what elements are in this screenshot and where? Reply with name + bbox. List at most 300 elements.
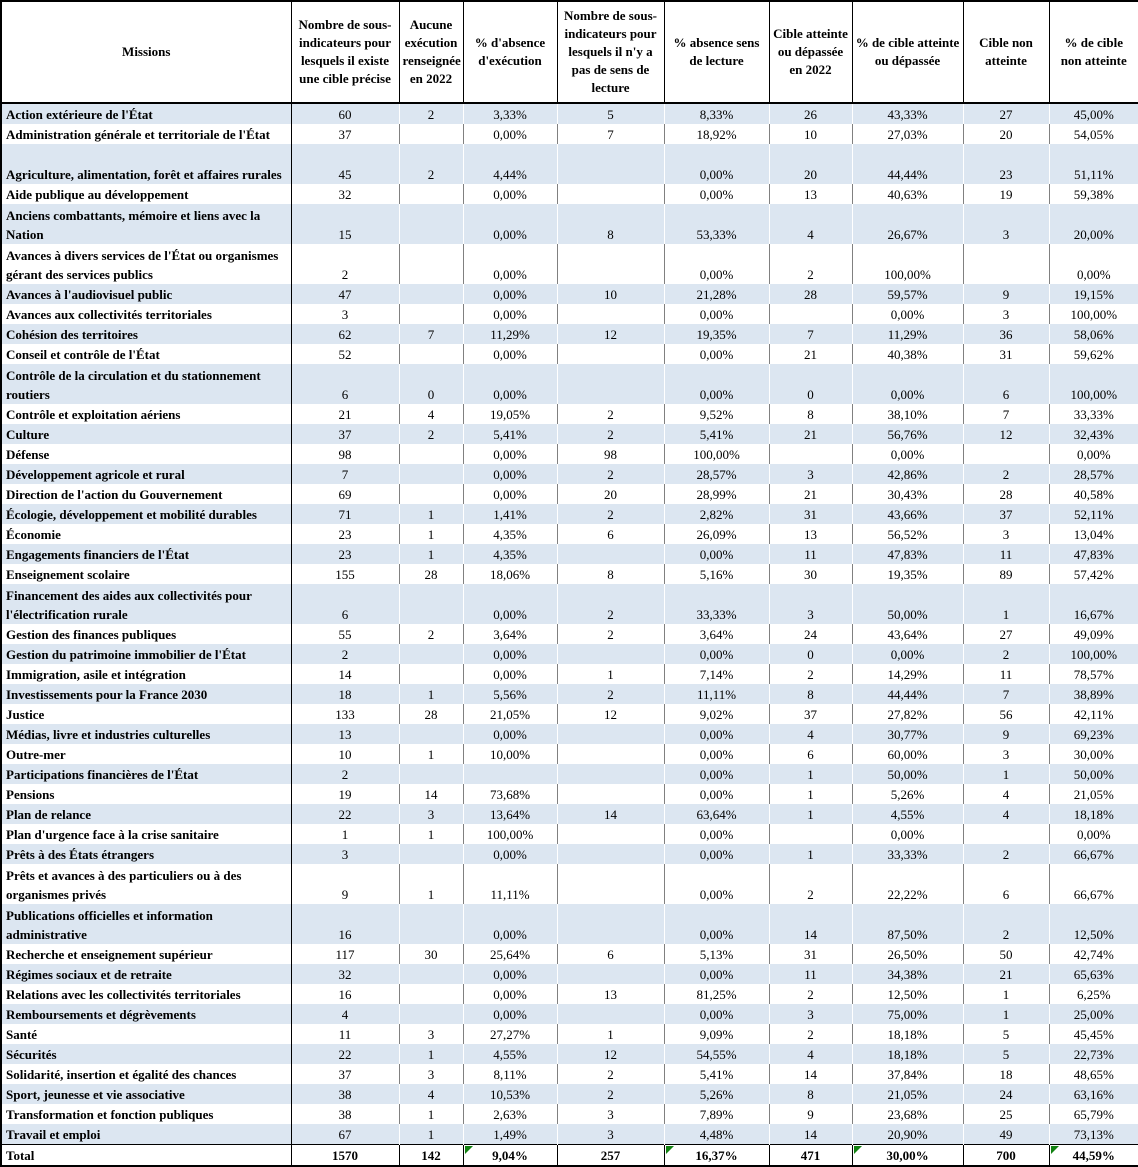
value-cell: 25,64% — [463, 944, 557, 964]
value-cell: 21,05% — [852, 1084, 963, 1104]
table-row — [1, 784, 1138, 804]
value-cell: 2,82% — [664, 504, 769, 524]
value-cell: 42,11% — [1049, 704, 1138, 724]
value-cell: 11 — [769, 964, 852, 984]
value-cell: 2 — [963, 644, 1049, 664]
value-cell: 2 — [291, 244, 399, 284]
value-cell: 0,00% — [664, 964, 769, 984]
value-cell: 14 — [769, 1064, 852, 1084]
value-cell: 3 — [963, 524, 1049, 544]
table-row — [1, 504, 1138, 524]
value-cell: 7 — [399, 324, 463, 344]
value-cell: 0,00% — [1049, 444, 1138, 464]
value-cell: 40,63% — [852, 184, 963, 204]
value-cell: 27,03% — [852, 124, 963, 144]
cell-comment-triangle-icon — [465, 1146, 473, 1154]
mission-cell: Conseil et contrôle de l'État — [1, 344, 291, 364]
value-cell: 37 — [963, 504, 1049, 524]
value-cell: 62 — [291, 324, 399, 344]
value-cell: 56 — [963, 704, 1049, 724]
value-cell — [399, 844, 463, 864]
value-cell — [399, 484, 463, 504]
value-cell: 0,00% — [463, 184, 557, 204]
value-cell: 7,14% — [664, 664, 769, 684]
value-cell: 0,00% — [664, 644, 769, 664]
value-cell: 38,10% — [852, 404, 963, 424]
value-cell: 0,00% — [664, 1004, 769, 1024]
value-cell: 44,44% — [852, 684, 963, 704]
value-cell: 1 — [963, 984, 1049, 1004]
value-cell: 30,43% — [852, 484, 963, 504]
table-row — [1, 1104, 1138, 1124]
value-cell: 59,57% — [852, 284, 963, 304]
value-cell: 0,00% — [463, 484, 557, 504]
mission-cell: Pensions — [1, 784, 291, 804]
table-row — [1, 744, 1138, 764]
table-row — [1, 684, 1138, 704]
value-cell: 26,67% — [852, 204, 963, 244]
value-cell: 5 — [557, 103, 664, 124]
mission-cell: Solidarité, insertion et égalité des chances — [1, 1064, 291, 1084]
value-cell: 0,00% — [463, 444, 557, 464]
value-cell: 0,00% — [852, 304, 963, 324]
value-cell — [399, 344, 463, 364]
value-cell: 33,33% — [852, 844, 963, 864]
mission-cell: Développement agricole et rural — [1, 464, 291, 484]
value-cell: 0,00% — [463, 364, 557, 404]
value-cell: 1,49% — [463, 1124, 557, 1145]
value-cell: 24 — [769, 624, 852, 644]
mission-cell: Engagements financiers de l'État — [1, 544, 291, 564]
column-header: % d'absence d'exécution — [463, 1, 557, 103]
value-cell: 4 — [963, 784, 1049, 804]
value-cell: 31 — [769, 504, 852, 524]
value-cell: 3 — [291, 304, 399, 324]
value-cell: 21 — [769, 344, 852, 364]
value-cell: 133 — [291, 704, 399, 724]
value-cell: 4,55% — [463, 1044, 557, 1064]
value-cell: 16,37% — [664, 1145, 769, 1167]
value-cell: 38 — [291, 1104, 399, 1124]
value-cell: 0,00% — [463, 984, 557, 1004]
value-cell: 0,00% — [852, 444, 963, 464]
value-cell — [557, 764, 664, 784]
value-cell: 0,00% — [664, 824, 769, 844]
mission-cell: Contrôle et exploitation aériens — [1, 404, 291, 424]
value-cell: 10,00% — [463, 744, 557, 764]
column-header: Nombre de sous-indicateurs pour lesquels il n'y a pas de sens de lecture — [557, 1, 664, 103]
value-cell: 6 — [769, 744, 852, 764]
value-cell: 26 — [769, 103, 852, 124]
value-cell: 21 — [769, 484, 852, 504]
value-cell: 0 — [399, 364, 463, 404]
table-row — [1, 804, 1138, 824]
value-cell: 45,00% — [1049, 103, 1138, 124]
value-cell — [463, 764, 557, 784]
value-cell: 37,84% — [852, 1064, 963, 1084]
value-cell: 30,00% — [1049, 744, 1138, 764]
value-cell: 36 — [963, 324, 1049, 344]
value-cell: 14 — [769, 1124, 852, 1145]
value-cell: 42,74% — [1049, 944, 1138, 964]
mission-cell: Aide publique au développement — [1, 184, 291, 204]
value-cell: 21 — [769, 424, 852, 444]
mission-cell: Travail et emploi — [1, 1124, 291, 1145]
header-row — [1, 1, 1138, 103]
value-cell: 11,11% — [664, 684, 769, 704]
value-cell: 0,00% — [463, 464, 557, 484]
value-cell: 4,48% — [664, 1124, 769, 1145]
table-row — [1, 664, 1138, 684]
table-header — [1, 1, 1138, 103]
value-cell: 257 — [557, 1145, 664, 1167]
value-cell: 20,90% — [852, 1124, 963, 1145]
value-cell: 3,64% — [664, 624, 769, 644]
mission-cell: Sécurités — [1, 1044, 291, 1064]
table-row — [1, 484, 1138, 504]
value-cell: 8 — [557, 204, 664, 244]
value-cell: 37 — [291, 124, 399, 144]
value-cell: 28,57% — [1049, 464, 1138, 484]
value-cell: 0,00% — [852, 644, 963, 664]
value-cell: 81,25% — [664, 984, 769, 1004]
value-cell: 0,00% — [852, 364, 963, 404]
value-cell: 13 — [769, 524, 852, 544]
value-cell: 47 — [291, 284, 399, 304]
value-cell: 98 — [557, 444, 664, 464]
value-cell — [557, 244, 664, 284]
value-cell: 1 — [557, 1024, 664, 1044]
value-cell: 18,18% — [852, 1044, 963, 1064]
value-cell: 3 — [399, 1024, 463, 1044]
value-cell: 0,00% — [463, 664, 557, 684]
value-cell: 0,00% — [664, 544, 769, 564]
value-cell: 19,05% — [463, 404, 557, 424]
value-cell — [963, 824, 1049, 844]
value-cell — [399, 184, 463, 204]
table-row — [1, 624, 1138, 644]
value-cell: 8 — [769, 684, 852, 704]
mission-cell: Santé — [1, 1024, 291, 1044]
value-cell: 27,82% — [852, 704, 963, 724]
value-cell: 19,35% — [852, 564, 963, 584]
value-cell: 18,18% — [852, 1024, 963, 1044]
cell-comment-triangle-icon — [1051, 1146, 1059, 1154]
value-cell: 1 — [399, 1104, 463, 1124]
value-cell: 6 — [557, 524, 664, 544]
value-cell: 22,22% — [852, 864, 963, 904]
value-cell: 11 — [291, 1024, 399, 1044]
value-cell: 12,50% — [852, 984, 963, 1004]
value-cell: 0,00% — [463, 284, 557, 304]
value-cell — [557, 784, 664, 804]
table-row — [1, 284, 1138, 304]
value-cell: 8,11% — [463, 1064, 557, 1084]
value-cell: 50,00% — [1049, 764, 1138, 784]
value-cell: 38,89% — [1049, 684, 1138, 704]
value-cell: 11 — [963, 544, 1049, 564]
table-row — [1, 1084, 1138, 1104]
value-cell — [557, 1004, 664, 1024]
table-row — [1, 244, 1138, 284]
value-cell: 54,55% — [664, 1044, 769, 1064]
value-cell: 16,67% — [1049, 584, 1138, 624]
value-cell: 7 — [557, 124, 664, 144]
value-cell: 18,18% — [1049, 804, 1138, 824]
value-cell — [399, 904, 463, 944]
table-row — [1, 844, 1138, 864]
mission-cell: Agriculture, alimentation, forêt et affaires rurales — [1, 144, 291, 184]
column-header: Nombre de sous-indicateurs pour lesquels il existe une cible précise — [291, 1, 399, 103]
value-cell: 78,57% — [1049, 664, 1138, 684]
value-cell — [963, 444, 1049, 464]
mission-cell: Financement des aides aux collectivités pour l'électrification rurale — [1, 584, 291, 624]
value-cell: 20,00% — [1049, 204, 1138, 244]
value-cell: 3,33% — [463, 103, 557, 124]
value-cell: 89 — [963, 564, 1049, 584]
value-cell: 5 — [963, 1024, 1049, 1044]
value-cell: 13 — [291, 724, 399, 744]
value-cell: 18,06% — [463, 564, 557, 584]
value-cell: 0,00% — [463, 304, 557, 324]
value-cell: 50 — [963, 944, 1049, 964]
value-cell: 20 — [557, 484, 664, 504]
value-cell: 1 — [399, 544, 463, 564]
value-cell — [557, 964, 664, 984]
value-cell: 0,00% — [664, 184, 769, 204]
value-cell: 8 — [769, 1084, 852, 1104]
value-cell: 1 — [399, 684, 463, 704]
table-row — [1, 524, 1138, 544]
value-cell — [399, 124, 463, 144]
value-cell — [557, 344, 664, 364]
value-cell: 2 — [399, 144, 463, 184]
table-row — [1, 544, 1138, 564]
value-cell: 60 — [291, 103, 399, 124]
value-cell: 0,00% — [664, 844, 769, 864]
value-cell: 0,00% — [664, 344, 769, 364]
value-cell: 0,00% — [664, 744, 769, 764]
value-cell: 2 — [399, 624, 463, 644]
value-cell: 4,35% — [463, 544, 557, 564]
value-cell: 26,09% — [664, 524, 769, 544]
value-cell: 43,66% — [852, 504, 963, 524]
value-cell: 9 — [769, 1104, 852, 1124]
value-cell: 0,00% — [664, 144, 769, 184]
mission-cell: Remboursements et dégrèvements — [1, 1004, 291, 1024]
value-cell: 1570 — [291, 1145, 399, 1167]
value-cell: 38 — [291, 1084, 399, 1104]
value-cell: 28 — [399, 704, 463, 724]
table-row — [1, 584, 1138, 624]
value-cell: 4 — [963, 804, 1049, 824]
value-cell: 18,92% — [664, 124, 769, 144]
value-cell — [399, 964, 463, 984]
value-cell: 0,00% — [463, 724, 557, 744]
value-cell — [557, 184, 664, 204]
value-cell: 6,25% — [1049, 984, 1138, 1004]
value-cell: 1 — [399, 1124, 463, 1145]
value-cell: 2 — [769, 664, 852, 684]
value-cell: 142 — [399, 1145, 463, 1167]
value-cell: 21,05% — [463, 704, 557, 724]
value-cell: 7,89% — [664, 1104, 769, 1124]
mission-cell: Prêts et avances à des particuliers ou à des organismes privés — [1, 864, 291, 904]
value-cell: 8 — [769, 404, 852, 424]
value-cell: 55 — [291, 624, 399, 644]
value-cell: 6 — [557, 944, 664, 964]
value-cell: 23 — [291, 544, 399, 564]
value-cell: 19,35% — [664, 324, 769, 344]
value-cell — [399, 724, 463, 744]
value-cell: 0,00% — [852, 824, 963, 844]
value-cell: 69 — [291, 484, 399, 504]
value-cell — [769, 824, 852, 844]
value-cell — [557, 304, 664, 324]
value-cell: 33,33% — [1049, 404, 1138, 424]
value-cell: 45,45% — [1049, 1024, 1138, 1044]
mission-cell: Recherche et enseignement supérieur — [1, 944, 291, 964]
value-cell: 2 — [557, 584, 664, 624]
value-cell: 0 — [769, 364, 852, 404]
table-row — [1, 124, 1138, 144]
value-cell: 22,73% — [1049, 1044, 1138, 1064]
value-cell — [399, 464, 463, 484]
value-cell: 2 — [557, 1084, 664, 1104]
value-cell: 11,29% — [463, 324, 557, 344]
value-cell: 2 — [557, 504, 664, 524]
value-cell: 0,00% — [463, 344, 557, 364]
value-cell: 2 — [769, 244, 852, 284]
value-cell: 33,33% — [664, 584, 769, 624]
value-cell: 56,76% — [852, 424, 963, 444]
value-cell: 63,64% — [664, 804, 769, 824]
value-cell: 3 — [963, 204, 1049, 244]
value-cell: 2 — [963, 844, 1049, 864]
mission-cell: Action extérieure de l'État — [1, 103, 291, 124]
value-cell: 11,29% — [852, 324, 963, 344]
value-cell: 27 — [963, 624, 1049, 644]
value-cell: 0,00% — [664, 304, 769, 324]
value-cell: 43,64% — [852, 624, 963, 644]
value-cell: 47,83% — [1049, 544, 1138, 564]
value-cell: 3 — [963, 744, 1049, 764]
value-cell — [399, 584, 463, 624]
mission-cell: Investissements pour la France 2030 — [1, 684, 291, 704]
value-cell: 2 — [557, 424, 664, 444]
mission-cell: Administration générale et territoriale de l'État — [1, 124, 291, 144]
value-cell: 16 — [291, 904, 399, 944]
value-cell: 23 — [291, 524, 399, 544]
value-cell: 44,44% — [852, 144, 963, 184]
value-cell: 14 — [557, 804, 664, 824]
value-cell — [557, 744, 664, 764]
value-cell: 1 — [399, 1044, 463, 1064]
value-cell: 7 — [963, 684, 1049, 704]
value-cell: 20 — [963, 124, 1049, 144]
table-row — [1, 344, 1138, 364]
value-cell: 9,09% — [664, 1024, 769, 1044]
mission-cell: Régimes sociaux et de retraite — [1, 964, 291, 984]
value-cell: 100,00% — [1049, 304, 1138, 324]
value-cell: 9 — [963, 284, 1049, 304]
value-cell: 30 — [399, 944, 463, 964]
value-cell: 21 — [291, 404, 399, 424]
value-cell: 37 — [291, 1064, 399, 1084]
value-cell — [399, 284, 463, 304]
value-cell: 0,00% — [664, 364, 769, 404]
table-row — [1, 764, 1138, 784]
value-cell: 0,00% — [463, 584, 557, 624]
value-cell: 3,64% — [463, 624, 557, 644]
value-cell: 1 — [557, 664, 664, 684]
value-cell: 2 — [963, 464, 1049, 484]
value-cell: 14 — [291, 664, 399, 684]
value-cell: 7 — [291, 464, 399, 484]
value-cell: 2 — [769, 984, 852, 1004]
value-cell: 5,56% — [463, 684, 557, 704]
mission-cell: Cohésion des territoires — [1, 324, 291, 344]
column-header: Missions — [1, 1, 291, 103]
value-cell: 10,53% — [463, 1084, 557, 1104]
value-cell: 27,27% — [463, 1024, 557, 1044]
value-cell: 3 — [769, 464, 852, 484]
value-cell: 5,26% — [664, 1084, 769, 1104]
value-cell: 75,00% — [852, 1004, 963, 1024]
value-cell — [557, 904, 664, 944]
value-cell: 1 — [399, 824, 463, 844]
value-cell: 19 — [963, 184, 1049, 204]
mission-cell: Relations avec les collectivités territoriales — [1, 984, 291, 1004]
mission-cell: Médias, livre et industries culturelles — [1, 724, 291, 744]
table-row — [1, 944, 1138, 964]
mission-cell: Avances aux collectivités territoriales — [1, 304, 291, 324]
value-cell: 5,26% — [852, 784, 963, 804]
value-cell: 1 — [399, 864, 463, 904]
value-cell: 52,11% — [1049, 504, 1138, 524]
value-cell — [769, 444, 852, 464]
table-row — [1, 444, 1138, 464]
table-row — [1, 1004, 1138, 1024]
value-cell — [399, 304, 463, 324]
value-cell: 23,68% — [852, 1104, 963, 1124]
value-cell — [557, 644, 664, 664]
value-cell: 0 — [769, 644, 852, 664]
value-cell: 65,63% — [1049, 964, 1138, 984]
value-cell: 45 — [291, 144, 399, 184]
value-cell: 25 — [963, 1104, 1049, 1124]
value-cell: 2 — [399, 424, 463, 444]
table-row — [1, 644, 1138, 664]
value-cell: 5,16% — [664, 564, 769, 584]
mission-cell: Plan d'urgence face à la crise sanitaire — [1, 824, 291, 844]
value-cell: 14 — [399, 784, 463, 804]
value-cell: 100,00% — [664, 444, 769, 464]
value-cell: 28 — [769, 284, 852, 304]
value-cell: 66,67% — [1049, 864, 1138, 904]
value-cell: 6 — [291, 584, 399, 624]
value-cell: 1,41% — [463, 504, 557, 524]
mission-cell: Direction de l'action du Gouvernement — [1, 484, 291, 504]
value-cell: 8 — [557, 564, 664, 584]
value-cell — [769, 304, 852, 324]
value-cell — [399, 1004, 463, 1024]
value-cell: 1 — [399, 524, 463, 544]
value-cell — [399, 644, 463, 664]
table-row — [1, 464, 1138, 484]
value-cell: 63,16% — [1049, 1084, 1138, 1104]
column-header: % de cible non atteinte — [1049, 1, 1138, 103]
